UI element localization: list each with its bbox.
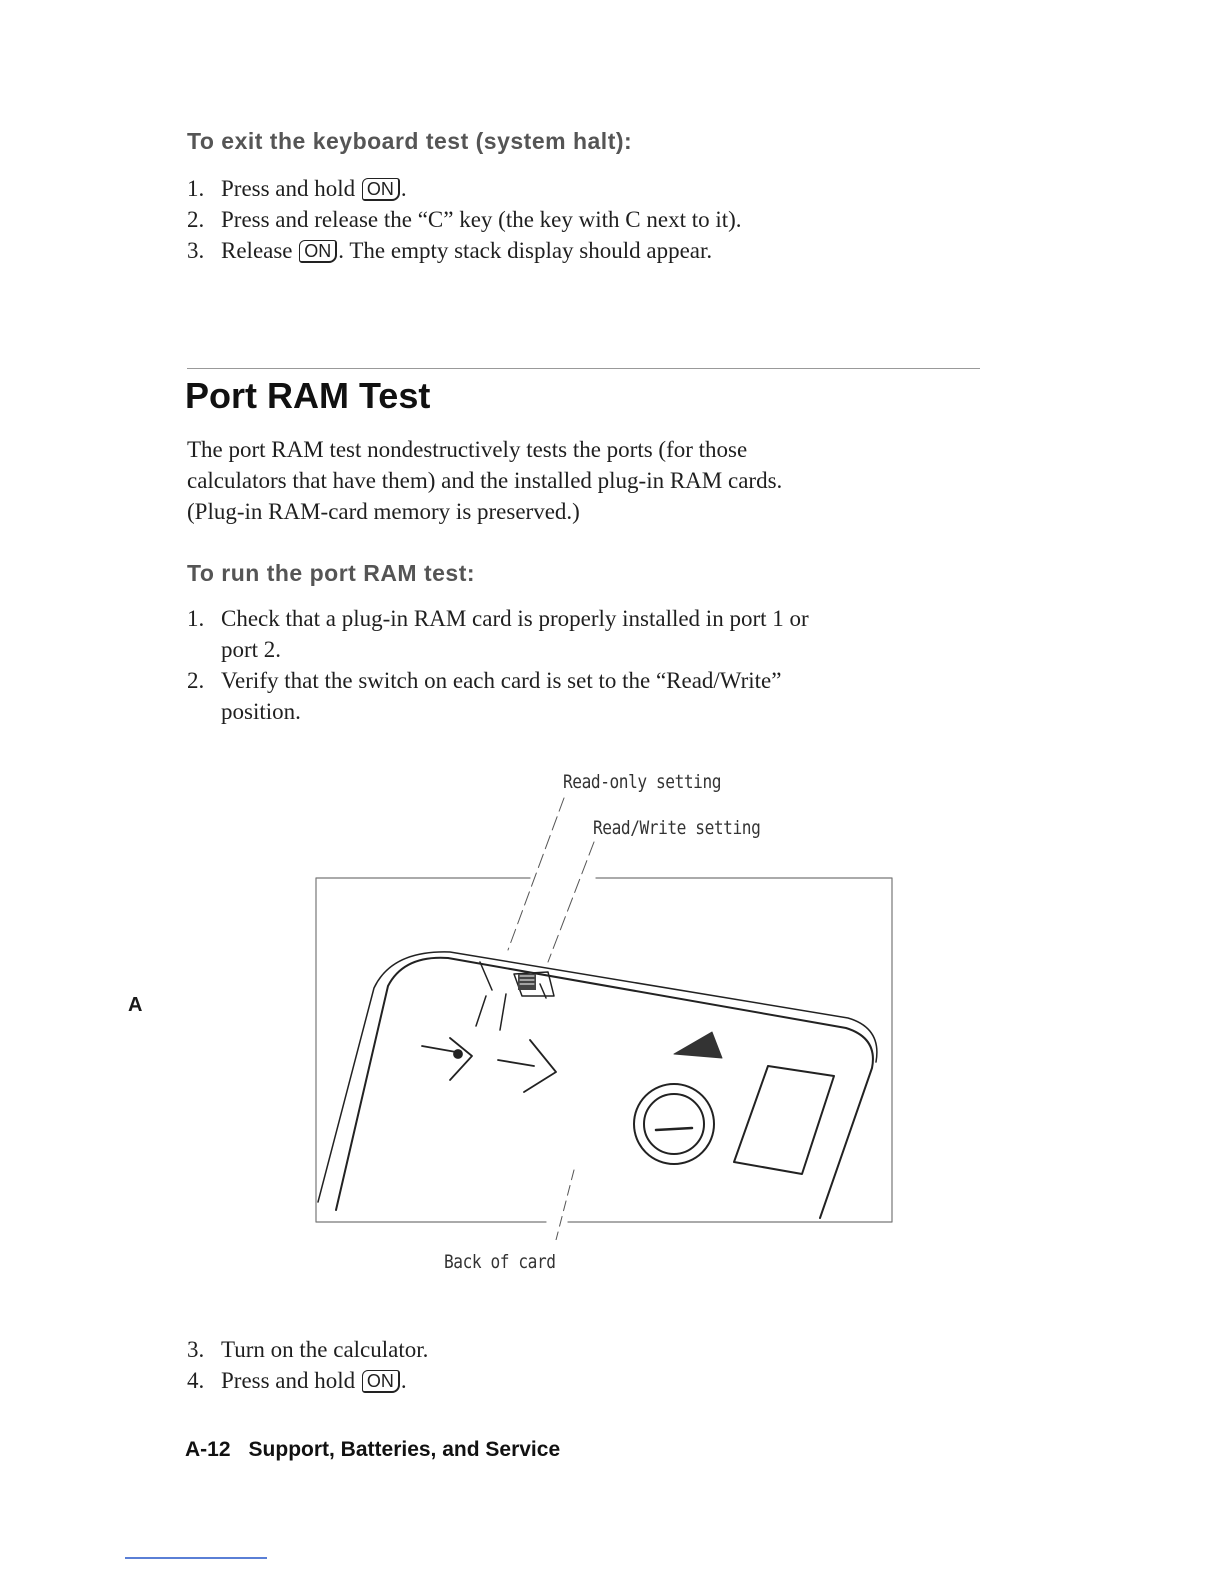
label-read-write: Read/Write setting [593,817,761,839]
list-item: 3. Release ON . The empty stack display should appear. [187,238,713,263]
exit-steps-list [187,173,987,266]
battery-holder-icon [634,1084,714,1164]
page-number: A-12 [185,1438,231,1461]
chapter-title: Support, Batteries, and Service [248,1438,561,1461]
list-item: 2. Press and release the “C” key (the key with C next to it). [187,207,742,232]
list-item: 1. Check that a plug-in RAM card is properly installed in port 1 or port 2. [187,606,809,662]
run-steps-list-continued [187,1334,987,1396]
run-steps-list [187,603,987,727]
list-item: 4. Press and hold ON . [187,1368,407,1393]
list-item: 3. Turn on the calculator. [187,1337,429,1362]
list-item: 1. Press and hold ON . [187,176,407,201]
bottom-accent-rule [125,1557,267,1559]
on-key: ON [299,240,337,263]
page-footer [185,1438,560,1462]
label-read-only: Read-only setting [563,771,722,793]
switch-arrow-icons [422,1038,556,1092]
label-back-of-card: Back of card [444,1251,556,1273]
on-key: ON [362,1370,400,1393]
triangle-marker-icon [674,1032,722,1058]
card-edge [318,952,877,1202]
leader-read-write [548,842,594,962]
leader-back [556,1170,574,1240]
exit-test-heading: To exit the keyboard test (system halt): [187,128,633,154]
section-divider [187,368,980,369]
figure-frame [316,878,892,1222]
ram-card-figure [300,790,900,1240]
on-key: ON [362,178,400,201]
write-protect-switch [476,962,554,1030]
leader-read-only [508,798,564,950]
card-outline [336,958,873,1218]
appendix-tab-letter: A [128,994,143,1016]
page-title: Port RAM Test [185,375,431,416]
intro-paragraph: The port RAM test nondestructively tests the ports (for those calculators that have them) and the installed plug-in RAM cards. (Plug-in RAM-card memory is preserved.) [187,437,783,524]
card-label-area [734,1066,834,1174]
list-item: 2. Verify that the switch on each card is set to the “Read/Write” position. [187,668,782,724]
run-test-heading: To run the port RAM test: [187,560,476,586]
